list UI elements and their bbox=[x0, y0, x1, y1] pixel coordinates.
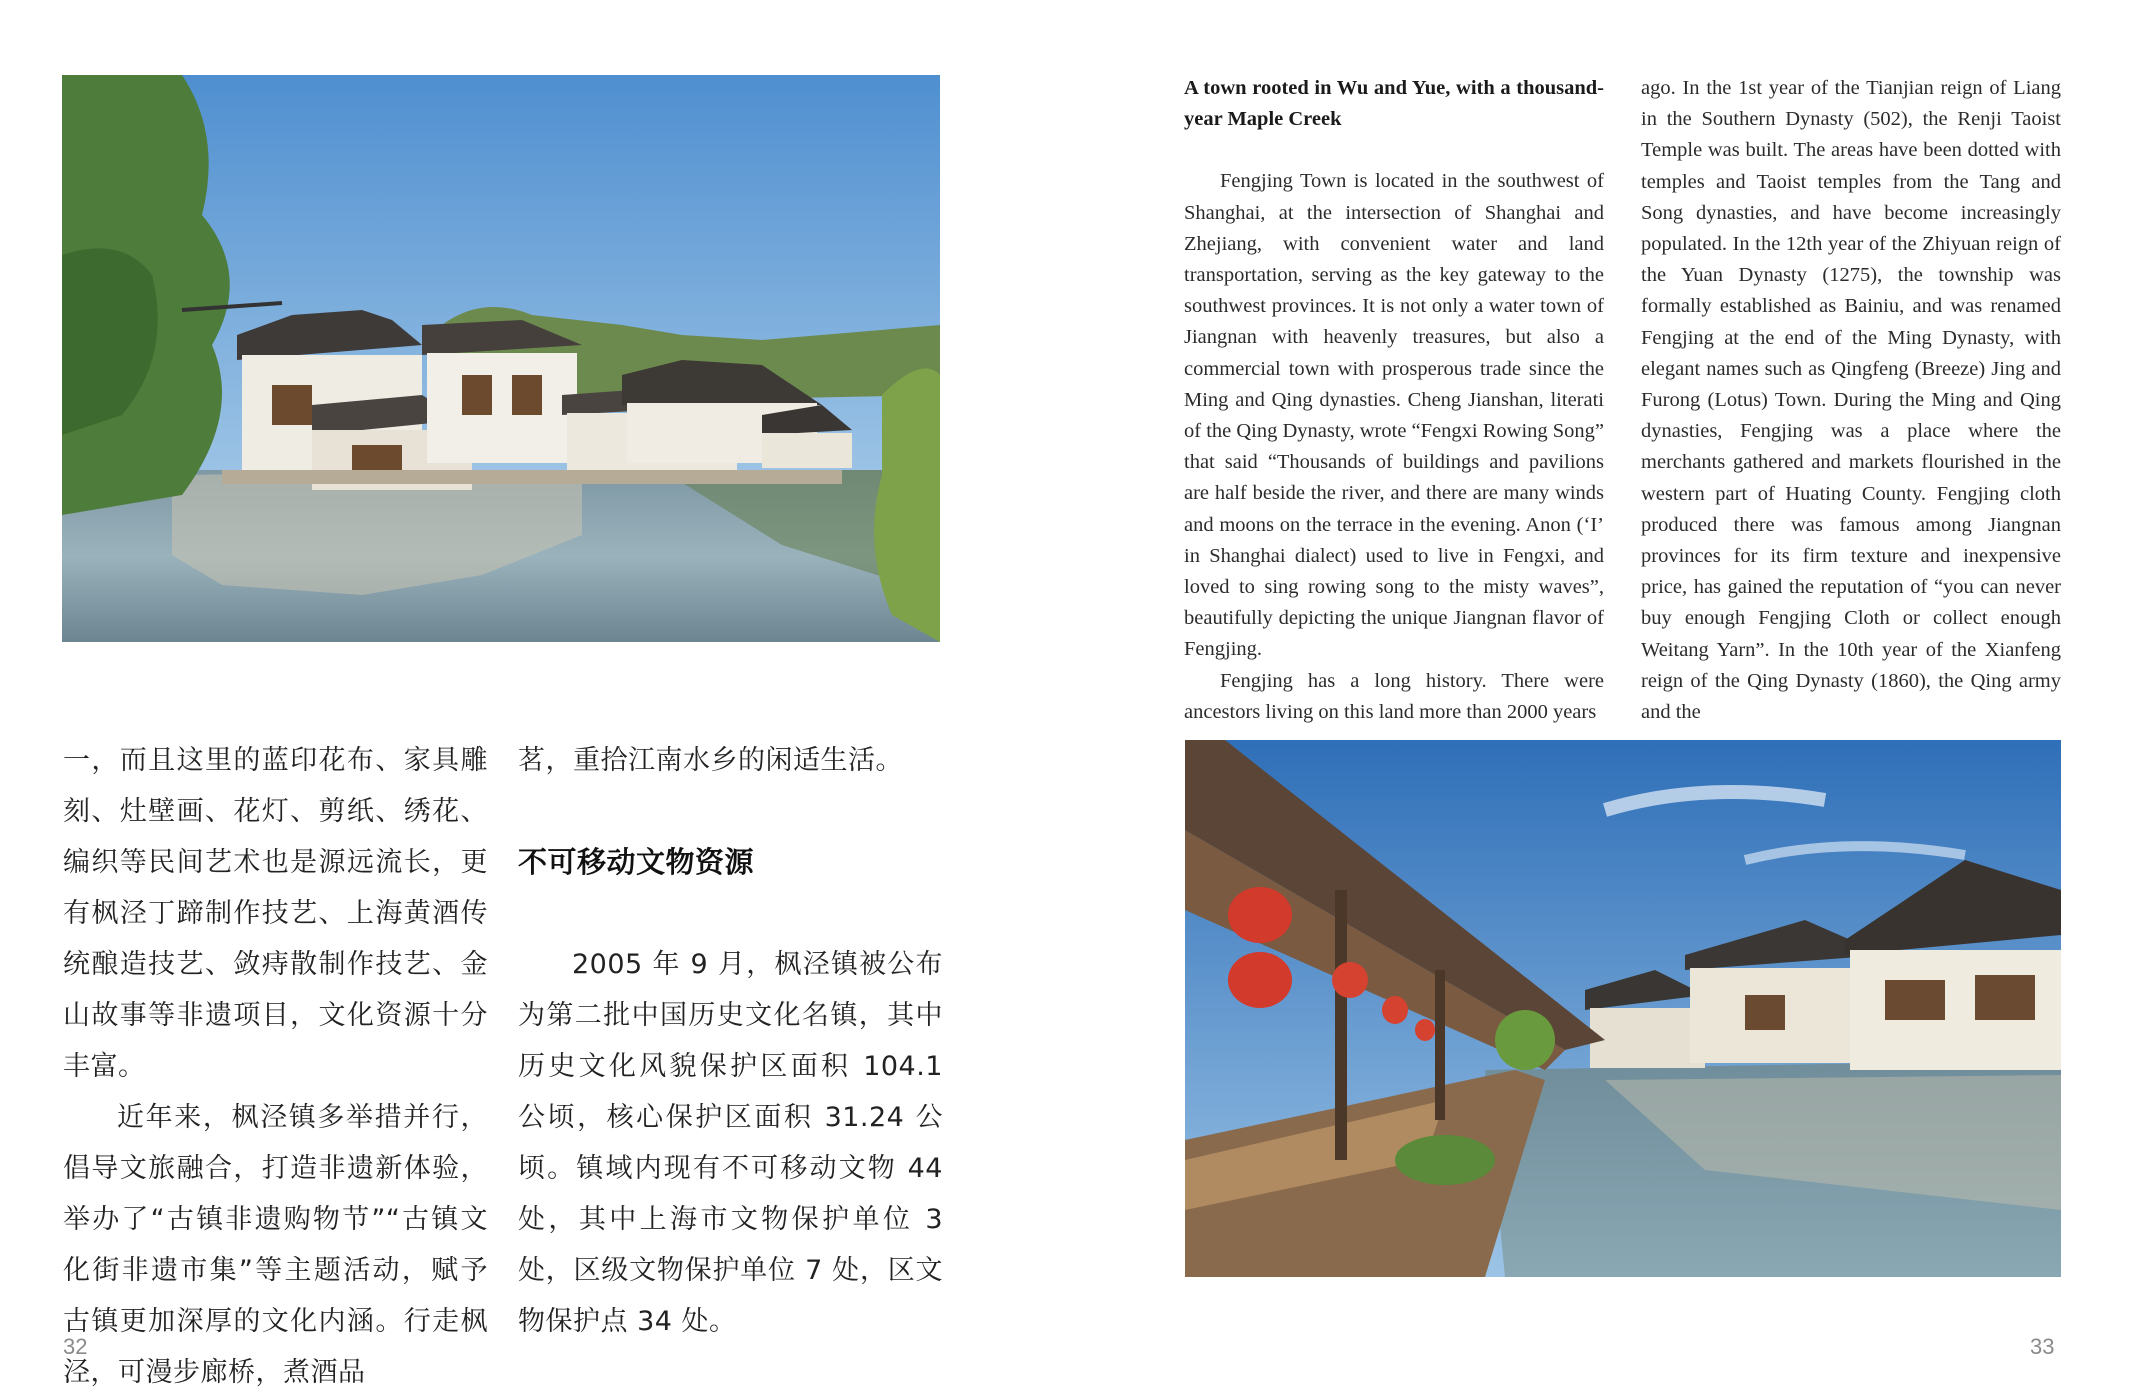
page-number-right: 33 bbox=[2030, 1334, 2055, 1359]
paragraph: 2005 年 9 月，枫泾镇被公布为第二批中国历史文化名镇，其中历史文化风貌保护区面积 104.1 公顷，核心保护区面积 31.24 公顷。镇域内现有不可移动文物 44 处，其中上海市文物保护单位 3 处，区级文物保护单位 7 处，区文物保护点 34 处。 bbox=[518, 949, 943, 1337]
chinese-text-column-1 bbox=[63, 735, 488, 1398]
paragraph: 茗，重拾江南水乡的闲适生活。 bbox=[518, 745, 903, 776]
page-number-left: 32 bbox=[63, 1334, 88, 1359]
canal-corridor-photo-bottom bbox=[1185, 740, 2061, 1277]
english-text-column-1 bbox=[1184, 73, 1604, 728]
paragraph: 一，而且这里的蓝印花布、家具雕刻、灶壁画、花灯、剪纸、绣花、编织等民间艺术也是源远流长，更有枫泾丁蹄制作技艺、上海黄酒传统酿造技艺、敛痔散制作技艺、金山故事等非遗项目，文化资源十分丰富。 bbox=[63, 745, 488, 1082]
paragraph: Fengjing has a long history. There were ancestors living on this land more than 2000 years bbox=[1184, 669, 1604, 723]
paragraph: Fengjing Town is located in the southwest of Shanghai, at the intersection of Shanghai and Zhejiang, with convenient water and land transportation, serving as the key gateway to the southwest provinces. It is not only a water town of Jiangnan with heavenly treasures, but also a commercial town with prosperous trade since the Ming and Qing dynasties. Cheng Jianshan, literati of the Qing Dynasty, wrote “Fengxi Rowing Song” that said “Thousands of buildings and pavilions are half beside the river, and there are many winds and moons on the terrace in the evening. Anon (‘I’ in Shanghai dialect) used to live in Fengxi, and loved to sing rowing song to the misty waves”, beautifully depicting the unique Jiangnan flavor of Fengjing. bbox=[1184, 170, 1605, 661]
english-text-column-2 bbox=[1641, 73, 2061, 728]
paragraph: 近年来，枫泾镇多举措并行，倡导文旅融合，打造非遗新体验，举办了“古镇非遗购物节”“古镇文化街非遗市集”等主题活动，赋予古镇更加深厚的文化内涵。行走枫泾，可漫步廊桥，煮酒品 bbox=[63, 1102, 488, 1388]
canal-corridor-photo-bottom-image bbox=[1185, 740, 2061, 1277]
paragraph: ago. In the 1st year of the Tianjian reign of Liang in the Southern Dynasty (502), the Renji Taoist Temple was built. The areas have been dotted with temples and Taoist temples from the Tang and Song dynasties, and have become increasingly populated. In the 12th year of the Zhiyuan reign of the Yuan Dynasty (1275), the township was formally established as Bainiu, and was renamed Fengjing at the end of the Ming Dynasty, with elegant names such as Qingfeng (Breeze) Jing and Furong (Lotus) Town. During the Ming and Qing dynasties, Fengjing was a place where the merchants gathered and markets flourished in the western part of Huating County. Fengjing cloth produced there was famous among Jiangnan provinces for its firm texture and inexpensive price, has gained the reputation of “you can never buy enough Fengjing Cloth or collect enough Weitang Yarn”. In the 10th year of the Xianfeng reign of the Qing Dynasty (1860), the Qing army and the bbox=[1641, 77, 2061, 724]
section-heading: 不可移动文物资源 bbox=[518, 845, 755, 879]
section-heading: A town rooted in Wu and Yue, with a thousand-year Maple Creek bbox=[1184, 77, 1604, 131]
chinese-text-column-2 bbox=[518, 735, 943, 1347]
canal-town-photo-top-image bbox=[62, 75, 940, 642]
canal-town-photo-top bbox=[62, 75, 940, 642]
